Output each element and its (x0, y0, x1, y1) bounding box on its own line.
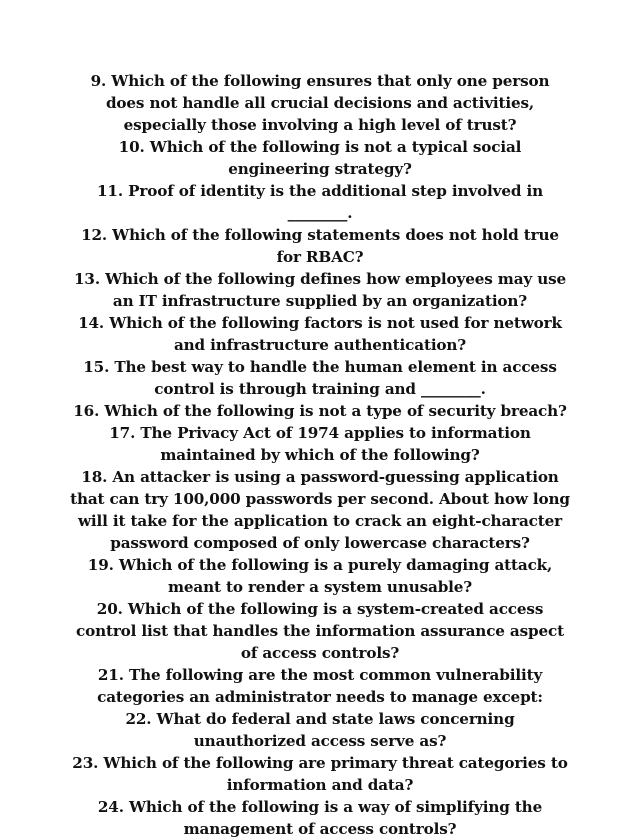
question-11: 11. Proof of identity is the additional step involved in ________. (97, 182, 543, 222)
question-16: 16. Which of the following is not a type of security breach? (73, 402, 567, 420)
question-17: 17. The Privacy Act of 1974 applies to information maintained by which of the following? (109, 424, 531, 464)
question-13: 13. Which of the following defines how employees may use an IT infrastructure supplied by an organization? (73, 270, 567, 310)
question-19: 19. Which of the following is a purely damaging attack, meant to render a system unusable? (87, 556, 553, 596)
document-page (70, 70, 570, 840)
question-18: 18. An attacker is using a password-guessing application that can try 100,000 passwords per second. About how long will it take for the application to crack an eight-character password composed of only lowercase characters? (70, 468, 570, 552)
question-10: 10. Which of the following is not a typical social engineering strategy? (118, 138, 522, 178)
question-9: 9. Which of the following ensures that only one person does not handle all crucial decisions and activities, especially those involving a high level of trust? (90, 72, 550, 134)
question-14: 14. Which of the following factors is not used for network and infrastructure authentication? (78, 314, 562, 354)
question-22: 22. What do federal and state laws concerning unauthorized access serve as? (125, 710, 515, 750)
question-24: 24. Which of the following is a way of simplifying the management of access controls? (97, 798, 543, 838)
question-12: 12. Which of the following statements does not hold true for RBAC? (81, 226, 559, 266)
question-23: 23. Which of the following are primary threat categories to information and data? (72, 754, 568, 794)
question-20: 20. Which of the following is a system-created access control list that handles the information assurance aspect of access controls? (76, 600, 564, 662)
question-21: 21. The following are the most common vulnerability categories an administrator needs to manage except: (97, 666, 543, 706)
question-15: 15. The best way to handle the human element in access control is through training and ________. (83, 358, 557, 398)
